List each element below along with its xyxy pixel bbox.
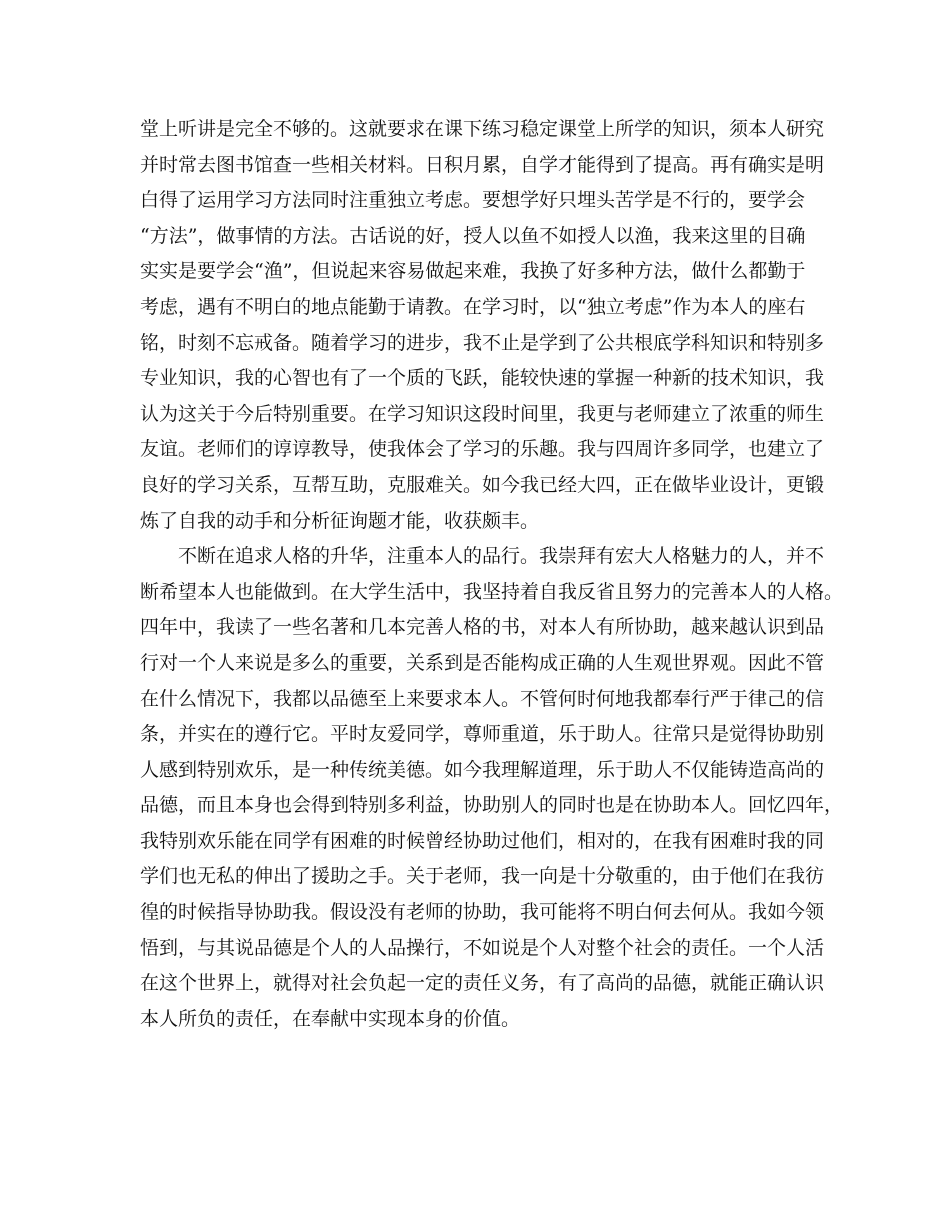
text-line: 断希望本人也能做到。在大学生活中，我坚持着自我反省且努力的完善本人的人格。 [140, 580, 844, 603]
text-line: 不断在追求人格的升华，注重本人的品行。我崇拜有宏大人格魅力的人，并不 [178, 545, 825, 568]
text-line: 良好的学习关系，互帮互助，克服难关。如今我已经大四，正在做毕业设计，更锻 [140, 473, 825, 496]
text-line: “方法”，做事情的方法。古话说的好，授人以鱼不如授人以渔，我来这里的目确 [140, 224, 806, 247]
text-line: 堂上听讲是完全不够的。这就要求在课下练习稳定课堂上所学的知识，须本人研究 [140, 118, 825, 140]
text-line: 学们也无私的伸出了援助之手。关于老师，我一向是十分敬重的，由于他们在我彷 [140, 865, 825, 888]
text-line: 友谊。老师们的谆谆教导，使我体会了学习的乐趣。我与四周许多同学，也建立了 [140, 438, 825, 461]
text-line: 品德，而且本身也会得到特别多利益，协助别人的同时也是在协助本人。回忆四年， [140, 794, 844, 817]
paragraph-2 [140, 539, 844, 1037]
text-line: 考虑，遇有不明白的地点能勤于请教。在学习时，以“独立考虑”作为本人的座右 [140, 295, 806, 318]
text-line: 认为这关于今后特别重要。在学习知识这段时间里，我更与老师建立了浓重的师生 [140, 402, 825, 425]
text-line: 白得了运用学习方法同时注重独立考虑。要想学好只埋头苦学是不行的，要学会 [140, 189, 806, 212]
text-line: 实实是要学会“渔”，但说起来容易做起来难，我换了好多种方法，做什么都勤于 [140, 260, 806, 283]
text-line: 行对一个人来说是多么的重要，关系到是否能构成正确的人生观世界观。因此不管 [140, 651, 825, 674]
text-line: 本人所负的责任，在奉献中实现本身的价值。 [140, 1007, 521, 1030]
text-line: 在这个世界上，就得对社会负起一定的责任义务，有了高尚的品德，就能正确认识 [140, 972, 825, 995]
text-line: 炼了自我的动手和分析征询题才能，收获颇丰。 [140, 509, 540, 532]
text-line: 铭，时刻不忘戒备。随着学习的进步，我不止是学到了公共根底学科知识和特别多 [140, 331, 825, 354]
text-line: 在什么情况下，我都以品德至上来要求本人。不管何时何地我都奉行严于律己的信 [140, 687, 825, 710]
text-line: 悟到，与其说品德是个人的人品操行，不如说是个人对整个社会的责任。一个人活 [140, 936, 825, 959]
paragraph-1 [140, 112, 830, 539]
text-line: 专业知识，我的心智也有了一个质的飞跃，能较快速的掌握一种新的技术知识，我 [140, 367, 825, 390]
document-body [140, 112, 844, 1037]
text-line: 四年中，我读了一些名著和几本完善人格的书，对本人有所协助，越来越认识到品 [140, 616, 825, 639]
text-line: 并时常去图书馆查一些相关材料。日积月累，自学才能得到了提高。再有确实是明 [140, 153, 825, 176]
text-line: 条，并实在的遵行它。平时友爱同学，尊师重道，乐于助人。往常只是觉得协助别 [140, 723, 825, 746]
text-line: 徨的时候指导协助我。假设没有老师的协助，我可能将不明白何去何从。我如今领 [140, 901, 825, 924]
text-line: 我特别欢乐能在同学有困难的时候曾经协助过他们，相对的，在我有困难时我的同 [140, 829, 825, 852]
text-line: 人感到特别欢乐，是一种传统美德。如今我理解道理，乐于助人不仅能铸造高尚的 [140, 758, 825, 781]
